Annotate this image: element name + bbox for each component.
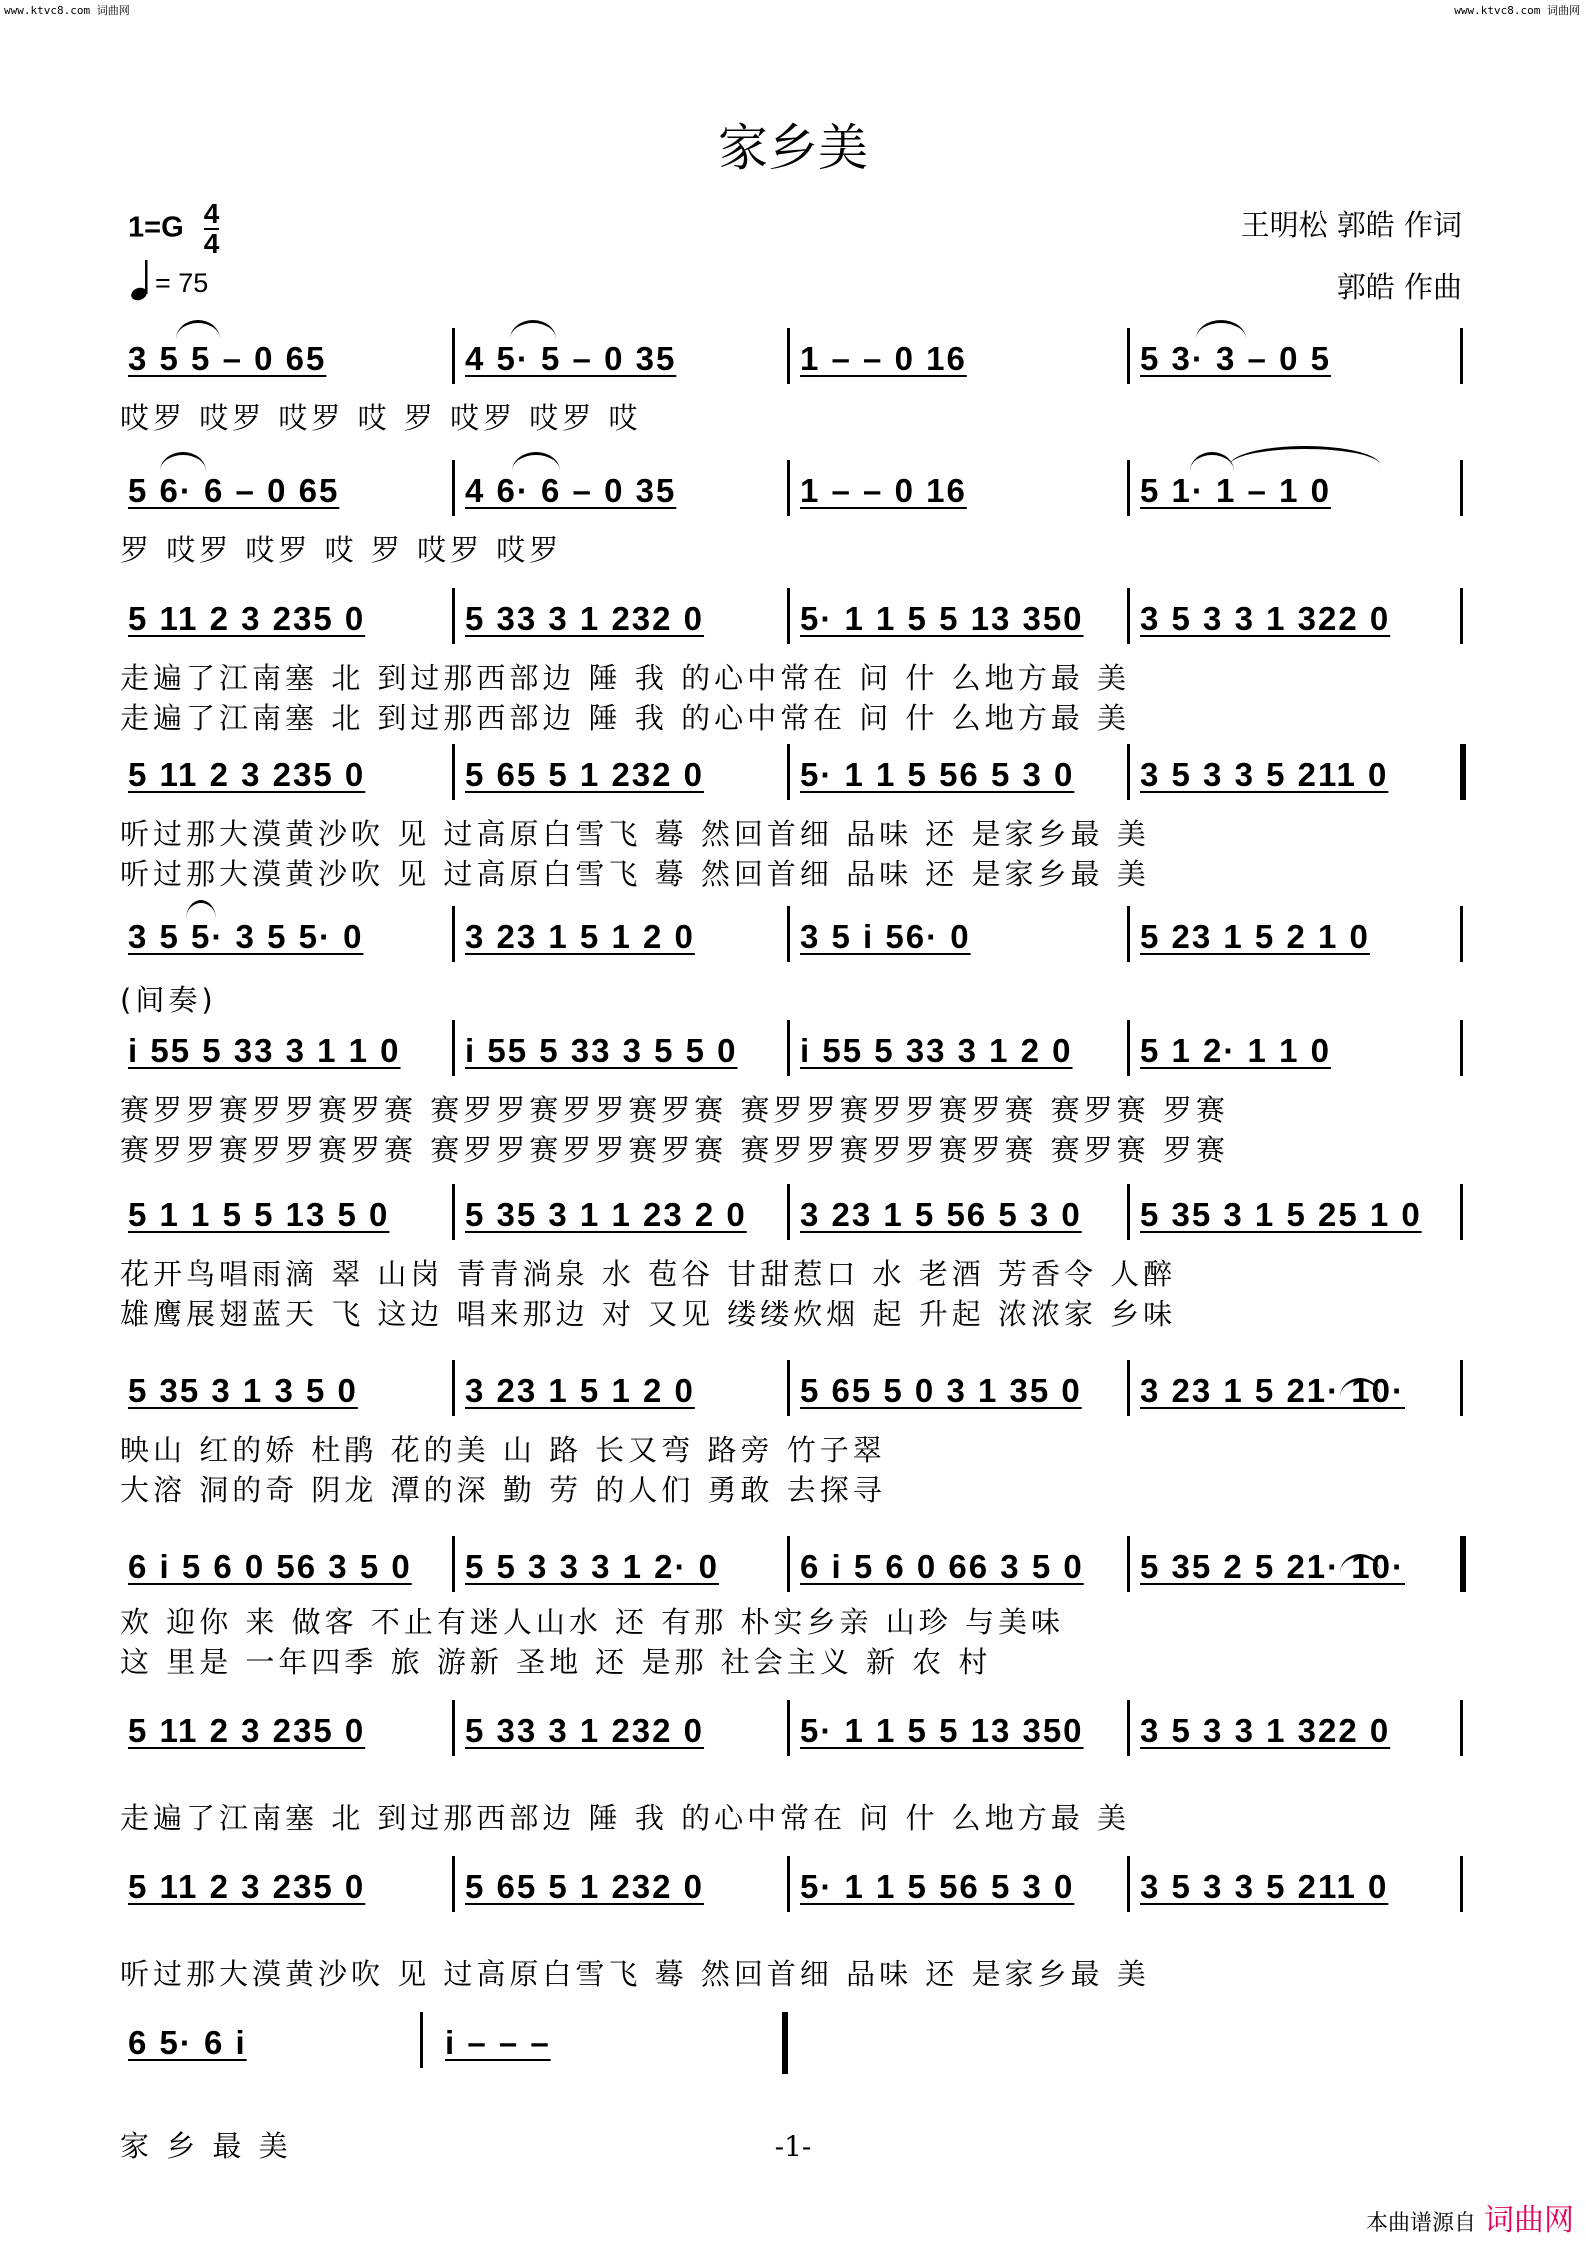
- bar-line: [452, 906, 455, 962]
- site-watermark-left: www.ktvc8.com 词曲网: [4, 4, 130, 17]
- measure-notes: 3 5 3 3 1 322 0: [1140, 600, 1391, 637]
- measure-notes: 5 35 3 1 3 5 0: [128, 1372, 358, 1409]
- slur-mark: [1230, 446, 1380, 465]
- measure-notes: 1 – – 0 16: [800, 340, 967, 377]
- bar-line: [1127, 1536, 1130, 1592]
- time-signature: [204, 200, 220, 258]
- bar-line: [452, 1536, 455, 1592]
- bar-line: [787, 1700, 790, 1756]
- source-footer: [1366, 2195, 1574, 2239]
- measure-notes: 5 65 5 0 3 1 35 0: [800, 1372, 1082, 1409]
- lyric-line: 走遍了江南塞 北 到过那西部边 陲 我 的心中常在 问 什 么地方最 美: [120, 1801, 1130, 1835]
- key-text: 1=G: [128, 211, 184, 244]
- composer-credit: 郭皓 作曲: [1336, 270, 1462, 304]
- measure-notes: 3 5 3 3 5 211 0: [1140, 756, 1389, 793]
- measure-notes: 5 11 2 3 235 0: [128, 600, 366, 637]
- bar-line: [452, 1020, 455, 1076]
- bar-line: [787, 588, 790, 644]
- measure-notes: 3 5 5· 3 5 5· 0: [128, 918, 364, 955]
- slur-mark: [1190, 452, 1234, 471]
- measure-notes: 5· 1 1 5 56 5 3 0: [800, 1868, 1075, 1905]
- measure-notes: 3 23 1 5 1 2 0: [465, 918, 695, 955]
- measure-notes: 5 6· 6 – 0 65: [128, 472, 340, 509]
- measure-notes: 5 11 2 3 235 0: [128, 1712, 366, 1749]
- bar-line: [1460, 460, 1463, 516]
- bar-line: [452, 1700, 455, 1756]
- bar-line: [1127, 744, 1130, 800]
- measure-notes: 5 35 3 1 1 23 2 0: [465, 1196, 747, 1233]
- bar-line: [1460, 1700, 1463, 1756]
- bar-line: [1460, 1856, 1463, 1912]
- bar-line: [420, 2012, 423, 2068]
- slur-mark: [186, 900, 216, 919]
- measure-notes: 5 33 3 1 232 0: [465, 1712, 705, 1749]
- lyric-line: 花开鸟唱雨滴 翠 山岗 青青淌泉 水 苞谷 甘甜惹口 水 老酒 芳香令 人醉: [120, 1257, 1177, 1291]
- site-watermark-right: www.ktvc8.com 词曲网: [1454, 4, 1580, 17]
- lyric-line: 家 乡 最 美: [120, 2129, 292, 2163]
- bar-line: [1460, 588, 1463, 644]
- slur-mark: [1196, 320, 1246, 339]
- slur-mark: [176, 320, 220, 339]
- bar-line: [1460, 1360, 1463, 1416]
- bar-line: [787, 328, 790, 384]
- measure-notes: 3 23 1 5 56 5 3 0: [800, 1196, 1082, 1233]
- lyric-line: 赛罗罗赛罗罗赛罗赛 赛罗罗赛罗罗赛罗赛 赛罗罗赛罗罗赛罗赛 赛罗赛 罗赛: [120, 1093, 1229, 1127]
- bar-line: [787, 1856, 790, 1912]
- bar-line: [787, 1184, 790, 1240]
- bar-line: [1460, 744, 1466, 800]
- measure-notes: 1 – – 0 16: [800, 472, 967, 509]
- bar-line: [452, 460, 455, 516]
- bar-line: [1127, 460, 1130, 516]
- bar-line: [1460, 1184, 1463, 1240]
- measure-notes: 4 5· 5 – 0 35: [465, 340, 677, 377]
- measure-notes: 5 65 5 1 232 0: [465, 756, 705, 793]
- bar-line: [787, 1020, 790, 1076]
- bar-line: [452, 1360, 455, 1416]
- lyric-line: 走遍了江南塞 北 到过那西部边 陲 我 的心中常在 问 什 么地方最 美: [120, 661, 1130, 695]
- measure-notes: 3 5 3 3 1 322 0: [1140, 1712, 1391, 1749]
- bar-line: [1460, 906, 1463, 962]
- bar-line: [1460, 1020, 1463, 1076]
- time-top: 4: [203, 198, 220, 229]
- bar-line: [1127, 1360, 1130, 1416]
- measure-notes: 5 23 1 5 2 1 0: [1140, 918, 1370, 955]
- bar-line: [1127, 1184, 1130, 1240]
- lyric-line: 雄鹰展翅蓝天 飞 这边 唱来那边 对 又见 缕缕炊烟 起 升起 浓浓家 乡味: [120, 1297, 1177, 1331]
- bar-line: [782, 2012, 788, 2074]
- bar-line: [787, 1360, 790, 1416]
- slur-mark: [512, 452, 560, 471]
- measure-notes: 5 35 3 1 5 25 1 0: [1140, 1196, 1422, 1233]
- bar-line: [452, 744, 455, 800]
- bar-line: [1127, 588, 1130, 644]
- lyric-line: 欢 迎你 来 做客 不止有迷人山水 还 有那 朴实乡亲 山珍 与美味: [120, 1605, 1064, 1639]
- page-number: -1-: [774, 2130, 812, 2163]
- measure-notes: 5 65 5 1 232 0: [465, 1868, 705, 1905]
- measure-notes: 5 11 2 3 235 0: [128, 756, 366, 793]
- lyric-line: 听过那大漠黄沙吹 见 过高原白雪飞 蓦 然回首细 品味 还 是家乡最 美: [120, 817, 1150, 851]
- bar-line: [1460, 1536, 1466, 1592]
- lyric-line: 罗 哎罗 哎罗 哎 罗 哎罗 哎罗: [120, 533, 563, 567]
- measure-notes: 6 i 5 6 0 66 3 5 0: [800, 1548, 1084, 1585]
- bar-line: [787, 906, 790, 962]
- slur-mark: [510, 320, 556, 339]
- bar-line: [787, 744, 790, 800]
- measure-notes: 3 23 1 5 1 2 0: [465, 1372, 695, 1409]
- lyric-line: 哎罗 哎罗 哎罗 哎 罗 哎罗 哎罗 哎: [120, 401, 642, 435]
- measure-notes: 5 1 2· 1 1 0: [1140, 1032, 1331, 1069]
- measure-notes: 3 5 5 – 0 65: [128, 340, 327, 377]
- lyric-line: 听过那大漠黄沙吹 见 过高原白雪飞 蓦 然回首细 品味 还 是家乡最 美: [120, 1957, 1150, 1991]
- footer-site-logo: 词曲网: [1484, 2203, 1574, 2238]
- measure-notes: 5 3· 3 – 0 5: [1140, 340, 1331, 377]
- bar-line: [787, 460, 790, 516]
- lyric-line: 大溶 洞的奇 阴龙 潭的深 勤 劳 的人们 勇敢 去探寻: [120, 1473, 886, 1507]
- measure-notes: 6 i 5 6 0 56 3 5 0: [128, 1548, 412, 1585]
- bar-line: [1127, 328, 1130, 384]
- lyricist-credit: 王明松 郭皓 作词: [1240, 208, 1462, 242]
- measure-notes: 5 1 1 5 5 13 5 0: [128, 1196, 390, 1233]
- measure-notes: i 55 5 33 3 5 5 0: [465, 1032, 738, 1069]
- measure-notes: 5 11 2 3 235 0: [128, 1868, 366, 1905]
- measure-notes: 5 33 3 1 232 0: [465, 600, 705, 637]
- lyric-line: (间奏): [120, 983, 217, 1017]
- time-bottom: 4: [203, 228, 220, 259]
- measure-notes: 6 5· 6 i: [128, 2024, 247, 2061]
- measure-notes: 4 6· 6 – 0 35: [465, 472, 677, 509]
- song-title: 家乡美: [718, 119, 868, 177]
- measure-notes: 5 35 2 5 21· 10·: [1140, 1548, 1405, 1585]
- bar-line: [1460, 328, 1463, 384]
- measure-notes: i 55 5 33 3 1 2 0: [800, 1032, 1073, 1069]
- bar-line: [452, 1184, 455, 1240]
- lyric-line: 听过那大漠黄沙吹 见 过高原白雪飞 蓦 然回首细 品味 还 是家乡最 美: [120, 857, 1150, 891]
- lyric-line: 映山 红的娇 杜鹃 花的美 山 路 长又弯 路旁 竹子翠: [120, 1433, 886, 1467]
- bar-line: [452, 588, 455, 644]
- bar-line: [1127, 906, 1130, 962]
- measure-notes: 5 1· 1 – 1 0: [1140, 472, 1331, 509]
- bar-line: [787, 1536, 790, 1592]
- measure-notes: 5· 1 1 5 5 13 350: [800, 1712, 1084, 1749]
- bar-line: [1127, 1020, 1130, 1076]
- bar-line: [1127, 1700, 1130, 1756]
- measure-notes: 5· 1 1 5 5 13 350: [800, 600, 1084, 637]
- quarter-note-icon: [130, 258, 152, 306]
- measure-notes: 3 5 i 56· 0: [800, 918, 971, 955]
- tempo-marking: = 75: [155, 268, 209, 298]
- key-signature: [128, 200, 219, 258]
- measure-notes: 5 5 3 3 3 1 2· 0: [465, 1548, 719, 1585]
- bar-line: [452, 328, 455, 384]
- bar-line: [452, 1856, 455, 1912]
- measure-notes: i 55 5 33 3 1 1 0: [128, 1032, 401, 1069]
- measure-notes: 3 23 1 5 21· 10·: [1140, 1372, 1405, 1409]
- measure-notes: 5· 1 1 5 56 5 3 0: [800, 756, 1075, 793]
- footer-source-label: 本曲谱源自: [1365, 2211, 1476, 2236]
- bar-line: [1127, 1856, 1130, 1912]
- measure-notes: 3 5 3 3 5 211 0: [1140, 1868, 1389, 1905]
- lyric-line: 这 里是 一年四季 旅 游新 圣地 还 是那 社会主义 新 农 村: [120, 1645, 992, 1679]
- measure-notes: i – – –: [445, 2024, 551, 2061]
- lyric-line: 走遍了江南塞 北 到过那西部边 陲 我 的心中常在 问 什 么地方最 美: [120, 701, 1130, 735]
- slur-mark: [160, 452, 206, 471]
- lyric-line: 赛罗罗赛罗罗赛罗赛 赛罗罗赛罗罗赛罗赛 赛罗罗赛罗罗赛罗赛 赛罗赛 罗赛: [120, 1133, 1229, 1167]
